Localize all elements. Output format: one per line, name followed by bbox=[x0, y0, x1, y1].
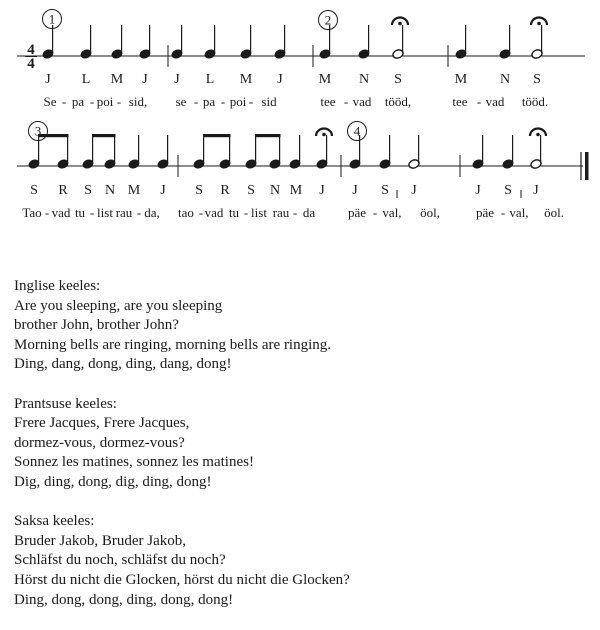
lyric-syllable: - bbox=[89, 94, 95, 109]
solfege-syllable: N bbox=[104, 183, 116, 198]
fermata-dot bbox=[398, 22, 402, 26]
time-signature-bottom: 4 bbox=[27, 56, 35, 72]
lyric-syllable: tööd, bbox=[384, 94, 412, 109]
solfege-syllable: J bbox=[319, 183, 325, 198]
lyric-syllable: pa bbox=[71, 94, 85, 109]
lyric-line: Ding, dang, dong, ding, dang, dong! bbox=[14, 356, 232, 373]
lyric-syllable: poi bbox=[96, 94, 114, 109]
lyric-syllable: tööd. bbox=[521, 94, 549, 109]
solfege-syllable: M bbox=[110, 72, 124, 87]
lyric-syllable: vad bbox=[204, 205, 224, 220]
fermata-dot bbox=[322, 133, 326, 137]
lyric-syllable: - bbox=[198, 205, 204, 220]
lyric-syllable: val, bbox=[382, 205, 402, 220]
solfege-syllable: M bbox=[127, 183, 141, 198]
solfege-syllable: J bbox=[277, 72, 283, 87]
lyric-syllable: tee bbox=[452, 94, 468, 109]
lyric-syllable: - bbox=[61, 94, 67, 109]
lyric-syllable: - bbox=[136, 205, 142, 220]
lyric-syllable: - bbox=[116, 94, 122, 109]
solfege-syllable: N bbox=[269, 183, 281, 198]
solfege-syllable: S bbox=[195, 183, 203, 198]
lyric-syllable: tu bbox=[228, 205, 240, 220]
lyric-syllable: da bbox=[302, 205, 316, 220]
lyric-syllable: öol, bbox=[420, 205, 440, 220]
eighth-note-beam bbox=[38, 134, 69, 137]
lyric-syllable: - bbox=[476, 94, 482, 109]
lyric-line: Are you sleeping, are you sleeping bbox=[14, 297, 223, 314]
lyric-line: Morning bells are ringing, morning bells are ringing. bbox=[14, 336, 332, 353]
solfege-syllable: N bbox=[499, 72, 511, 87]
lyric-line: Ding, dong, dong, ding, dong, dong! bbox=[14, 591, 234, 608]
solfege-syllable: S bbox=[84, 183, 92, 198]
solfege-syllable: M bbox=[454, 72, 468, 87]
solfege-syllable: J bbox=[142, 72, 148, 87]
lyric-line: Frere Jacques, Frere Jacques, bbox=[14, 415, 190, 432]
solfege-syllable: N bbox=[358, 72, 370, 87]
lyric-syllable: - bbox=[372, 205, 378, 220]
lyric-syllable: pa bbox=[202, 94, 216, 109]
fermata-dot bbox=[536, 133, 540, 137]
lyric-syllable: se bbox=[175, 94, 187, 109]
solfege-syllable: J bbox=[475, 183, 481, 198]
score-system-2 bbox=[17, 122, 589, 221]
stanza-english bbox=[14, 277, 594, 375]
lyric-syllable: list bbox=[97, 205, 113, 220]
lyric-syllable: vad bbox=[485, 94, 505, 109]
stanza-french bbox=[14, 395, 594, 493]
lyric-syllable: öol. bbox=[544, 205, 564, 220]
lyric-line: Sonnez les matines, sonnez les matines! bbox=[14, 454, 254, 471]
stanza-german bbox=[14, 512, 594, 610]
solfege-syllable: S bbox=[504, 183, 512, 198]
lyric-syllable: - bbox=[193, 94, 199, 109]
lyric-syllable: vad bbox=[51, 205, 71, 220]
solfege-syllable: S bbox=[247, 183, 255, 198]
lyric-syllable: tao bbox=[178, 205, 194, 220]
lyric-syllable: - bbox=[500, 205, 506, 220]
lyric-line: brother John, brother John? bbox=[14, 317, 179, 334]
solfege-syllable: L bbox=[205, 72, 215, 87]
stanza-heading: Prantsuse keeles: bbox=[14, 395, 117, 412]
lyric-syllable: sid, bbox=[128, 94, 148, 109]
score-system-1 bbox=[17, 10, 585, 110]
lyric-syllable: val, bbox=[509, 205, 529, 220]
solfege-syllable: L bbox=[81, 72, 91, 87]
solfege-syllable: S bbox=[30, 183, 38, 198]
measure-marker-number: 4 bbox=[353, 123, 361, 139]
lyric-syllable: sid bbox=[261, 94, 277, 109]
lyric-syllable: list bbox=[251, 205, 267, 220]
lyric-syllable: - bbox=[220, 94, 226, 109]
music-score bbox=[0, 0, 600, 230]
lyric-syllable: Se bbox=[43, 94, 57, 109]
lyric-syllable: - bbox=[243, 205, 249, 220]
lyric-syllable: - bbox=[343, 94, 349, 109]
final-barline-thick bbox=[585, 152, 589, 180]
solfege-syllable: J bbox=[533, 183, 539, 198]
lyric-syllable: - bbox=[89, 205, 95, 220]
lyric-syllable: tu bbox=[74, 205, 86, 220]
lyric-line: Hörst du nicht die Glocken, hörst du nicht die Glocken? bbox=[14, 571, 350, 588]
lyric-syllable: tee bbox=[320, 94, 336, 109]
measure-marker-number: 2 bbox=[324, 12, 332, 28]
lyric-syllable: poi bbox=[229, 94, 247, 109]
solfege-syllable: J bbox=[45, 72, 51, 87]
eighth-note-beam bbox=[255, 134, 281, 137]
stanza-heading: Saksa keeles: bbox=[14, 513, 95, 530]
solfege-syllable: S bbox=[394, 72, 402, 87]
solfege-syllable: J bbox=[411, 183, 417, 198]
lyric-syllable: - bbox=[292, 205, 298, 220]
solfege-syllable: J bbox=[352, 183, 358, 198]
lyric-syllable: päe bbox=[475, 205, 495, 220]
lyric-syllable: - bbox=[248, 94, 254, 109]
lyric-syllable: rau bbox=[115, 205, 133, 220]
eighth-note-beam bbox=[92, 134, 116, 137]
lyric-line: Bruder Jakob, Bruder Jakob, bbox=[14, 532, 187, 549]
solfege-syllable: M bbox=[318, 72, 332, 87]
lyrics-translations bbox=[14, 277, 594, 630]
solfege-syllable: R bbox=[58, 183, 68, 198]
fermata-dot bbox=[537, 22, 541, 26]
lyric-syllable: päe bbox=[347, 205, 367, 220]
lyric-syllable: rau bbox=[272, 205, 290, 220]
measure-marker-number: 1 bbox=[48, 11, 56, 27]
lyric-line: Schläfst du noch, schläfst du noch? bbox=[14, 552, 226, 569]
solfege-syllable: J bbox=[160, 183, 166, 198]
lyric-line: dormez-vous, dormez-vous? bbox=[14, 434, 185, 451]
lyric-syllable: Tao bbox=[22, 205, 42, 220]
solfege-syllable: M bbox=[239, 72, 253, 87]
solfege-syllable: S bbox=[533, 72, 541, 87]
solfege-syllable: R bbox=[220, 183, 230, 198]
stanza-heading: Inglise keeles: bbox=[14, 278, 101, 294]
eighth-note-beam bbox=[203, 134, 231, 137]
lyric-syllable: vad bbox=[352, 94, 372, 109]
lyric-syllable: da, bbox=[144, 205, 160, 220]
measure-marker-number: 3 bbox=[34, 123, 42, 139]
lyric-syllable: - bbox=[44, 205, 50, 220]
solfege-syllable: J bbox=[174, 72, 180, 87]
lyric-line: Dig, ding, dong, dig, ding, dong! bbox=[14, 473, 212, 490]
time-signature-top: 4 bbox=[27, 42, 35, 58]
solfege-syllable: M bbox=[289, 183, 303, 198]
solfege-syllable: S bbox=[381, 183, 389, 198]
